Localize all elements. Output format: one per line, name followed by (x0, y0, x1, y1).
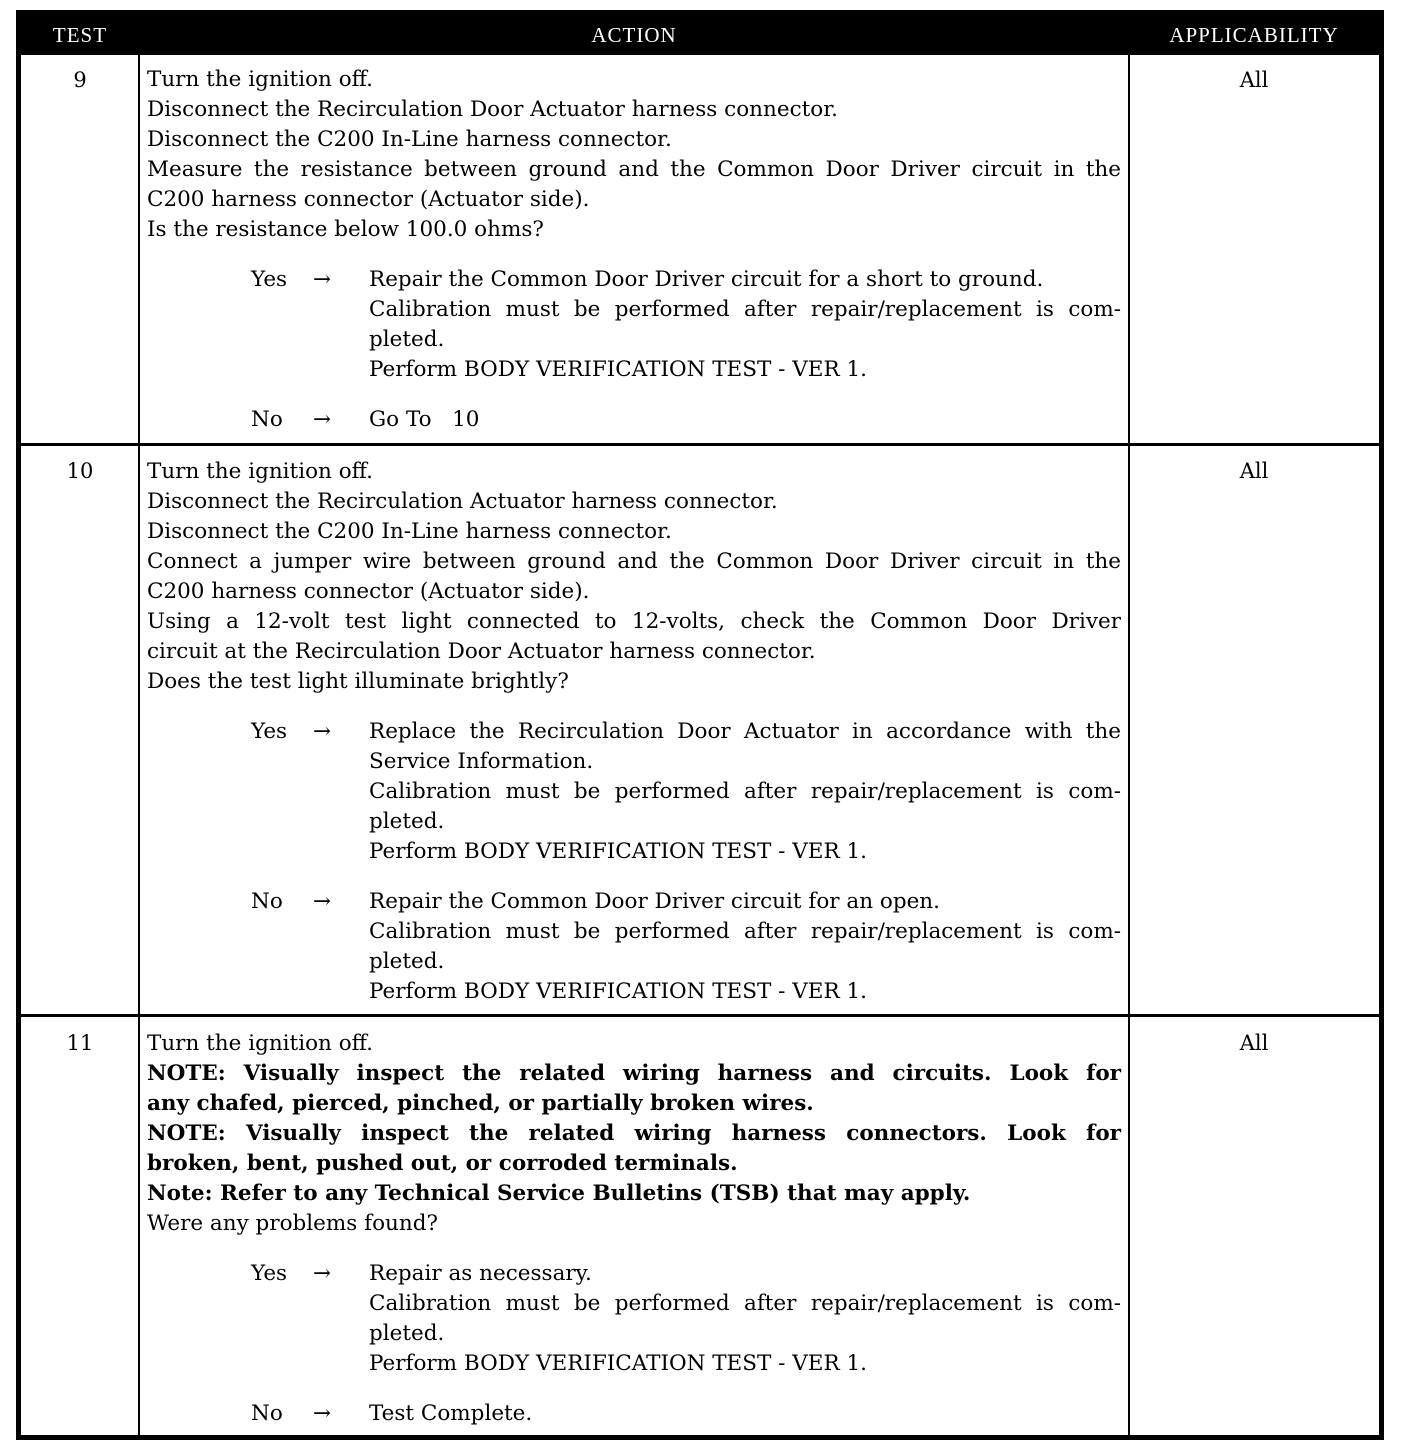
table-header (21, 15, 1379, 55)
arrow-right-icon: → (313, 407, 332, 432)
step-text: Turn the ignition off. (147, 1031, 373, 1056)
note-text: NOTE: Visually inspect the related wiring harness connectors. Look for (147, 1121, 1121, 1146)
test-number: 10 (66, 459, 94, 483)
step-text: Disconnect the Recirculation Door Actuator harness connector. (147, 97, 838, 122)
outcome-text: Repair as necessary. (369, 1261, 592, 1286)
outcome-text: Calibration must be performed after repair/replacement is com- (369, 1291, 1121, 1316)
outcome-text: Replace the Recirculation Door Actuator in accordance with the (369, 719, 1121, 744)
arrow-right-icon: → (313, 1401, 332, 1426)
row-divider (21, 443, 1379, 446)
step-text: Were any problems found? (147, 1211, 439, 1236)
outcome-text: Service Information. (369, 749, 594, 774)
outcome-text: Calibration must be performed after repair/replacement is com- (369, 779, 1121, 804)
outcome-text: Perform BODY VERIFICATION TEST - VER 1. (369, 1351, 868, 1376)
note-text: any chafed, pierced, pinched, or partially broken wires. (147, 1091, 814, 1116)
column-divider (1128, 55, 1130, 1435)
test-number: 9 (73, 68, 87, 92)
yes-label: Yes (251, 719, 288, 744)
step-text: Using a 12-volt test light connected to 12-volts, check the Common Door Driver (147, 609, 1121, 634)
step-text: C200 harness connector (Actuator side). (147, 187, 590, 212)
outcome-text: Calibration must be performed after repair/replacement is com- (369, 297, 1121, 322)
step-text: Disconnect the C200 In-Line harness connector. (147, 519, 672, 544)
applicability-value: All (1239, 459, 1269, 483)
note-text: Note: Refer to any Technical Service Bulletins (TSB) that may apply. (147, 1181, 971, 1206)
outcome-text: Repair the Common Door Driver circuit for a short to ground. (369, 267, 1044, 292)
step-text: Measure the resistance between ground and the Common Door Driver circuit in the (147, 157, 1121, 182)
step-text: Disconnect the Recirculation Actuator harness connector. (147, 489, 778, 514)
step-text: Connect a jumper wire between ground and the Common Door Driver circuit in the (147, 549, 1121, 574)
outcome-text: Repair the Common Door Driver circuit for an open. (369, 889, 940, 914)
applicability-value: All (1239, 68, 1269, 92)
outcome-text: Calibration must be performed after repair/replacement is com- (369, 919, 1121, 944)
step-text: C200 harness connector (Actuator side). (147, 579, 590, 604)
action-steps (147, 65, 1121, 245)
no-label: No (251, 1401, 283, 1426)
row-divider (21, 1014, 1379, 1017)
header-test: TEST (52, 23, 108, 47)
diagnostic-table (16, 10, 1384, 1440)
outcome-text: pleted. (369, 809, 445, 834)
step-text: Does the test light illuminate brightly? (147, 669, 569, 694)
no-label: No (251, 407, 283, 432)
step-text: Turn the ignition off. (147, 459, 373, 484)
note-text: NOTE: Visually inspect the related wiring harness and circuits. Look for (147, 1061, 1121, 1086)
yes-label: Yes (251, 267, 288, 292)
arrow-right-icon: → (313, 719, 332, 744)
note-text: broken, bent, pushed out, or corroded terminals. (147, 1151, 738, 1176)
header-applicability: APPLICABILITY (1169, 23, 1339, 47)
outcome-text: Perform BODY VERIFICATION TEST - VER 1. (369, 979, 868, 1004)
step-text: Disconnect the C200 In-Line harness connector. (147, 127, 672, 152)
outcome-text: pleted. (369, 1321, 445, 1346)
arrow-right-icon: → (313, 267, 332, 292)
header-action: ACTION (591, 23, 677, 47)
step-text: Is the resistance below 100.0 ohms? (147, 217, 544, 242)
step-text: circuit at the Recirculation Door Actuator harness connector. (147, 639, 816, 664)
step-text: Turn the ignition off. (147, 67, 373, 92)
outcome-text: Perform BODY VERIFICATION TEST - VER 1. (369, 839, 868, 864)
applicability-value: All (1239, 1031, 1269, 1055)
column-divider (138, 55, 140, 1435)
action-steps (147, 457, 1121, 697)
outcome-text: Perform BODY VERIFICATION TEST - VER 1. (369, 357, 868, 382)
action-steps (147, 1029, 1121, 1239)
outcome-text: pleted. (369, 327, 445, 352)
arrow-right-icon: → (313, 1261, 332, 1286)
goto-link[interactable]: Go To 10 (369, 407, 480, 432)
outcome-text: pleted. (369, 949, 445, 974)
yes-label: Yes (251, 1261, 288, 1286)
outcome-text: Test Complete. (369, 1401, 533, 1426)
arrow-right-icon: → (313, 889, 332, 914)
no-label: No (251, 889, 283, 914)
test-number: 11 (66, 1031, 94, 1055)
